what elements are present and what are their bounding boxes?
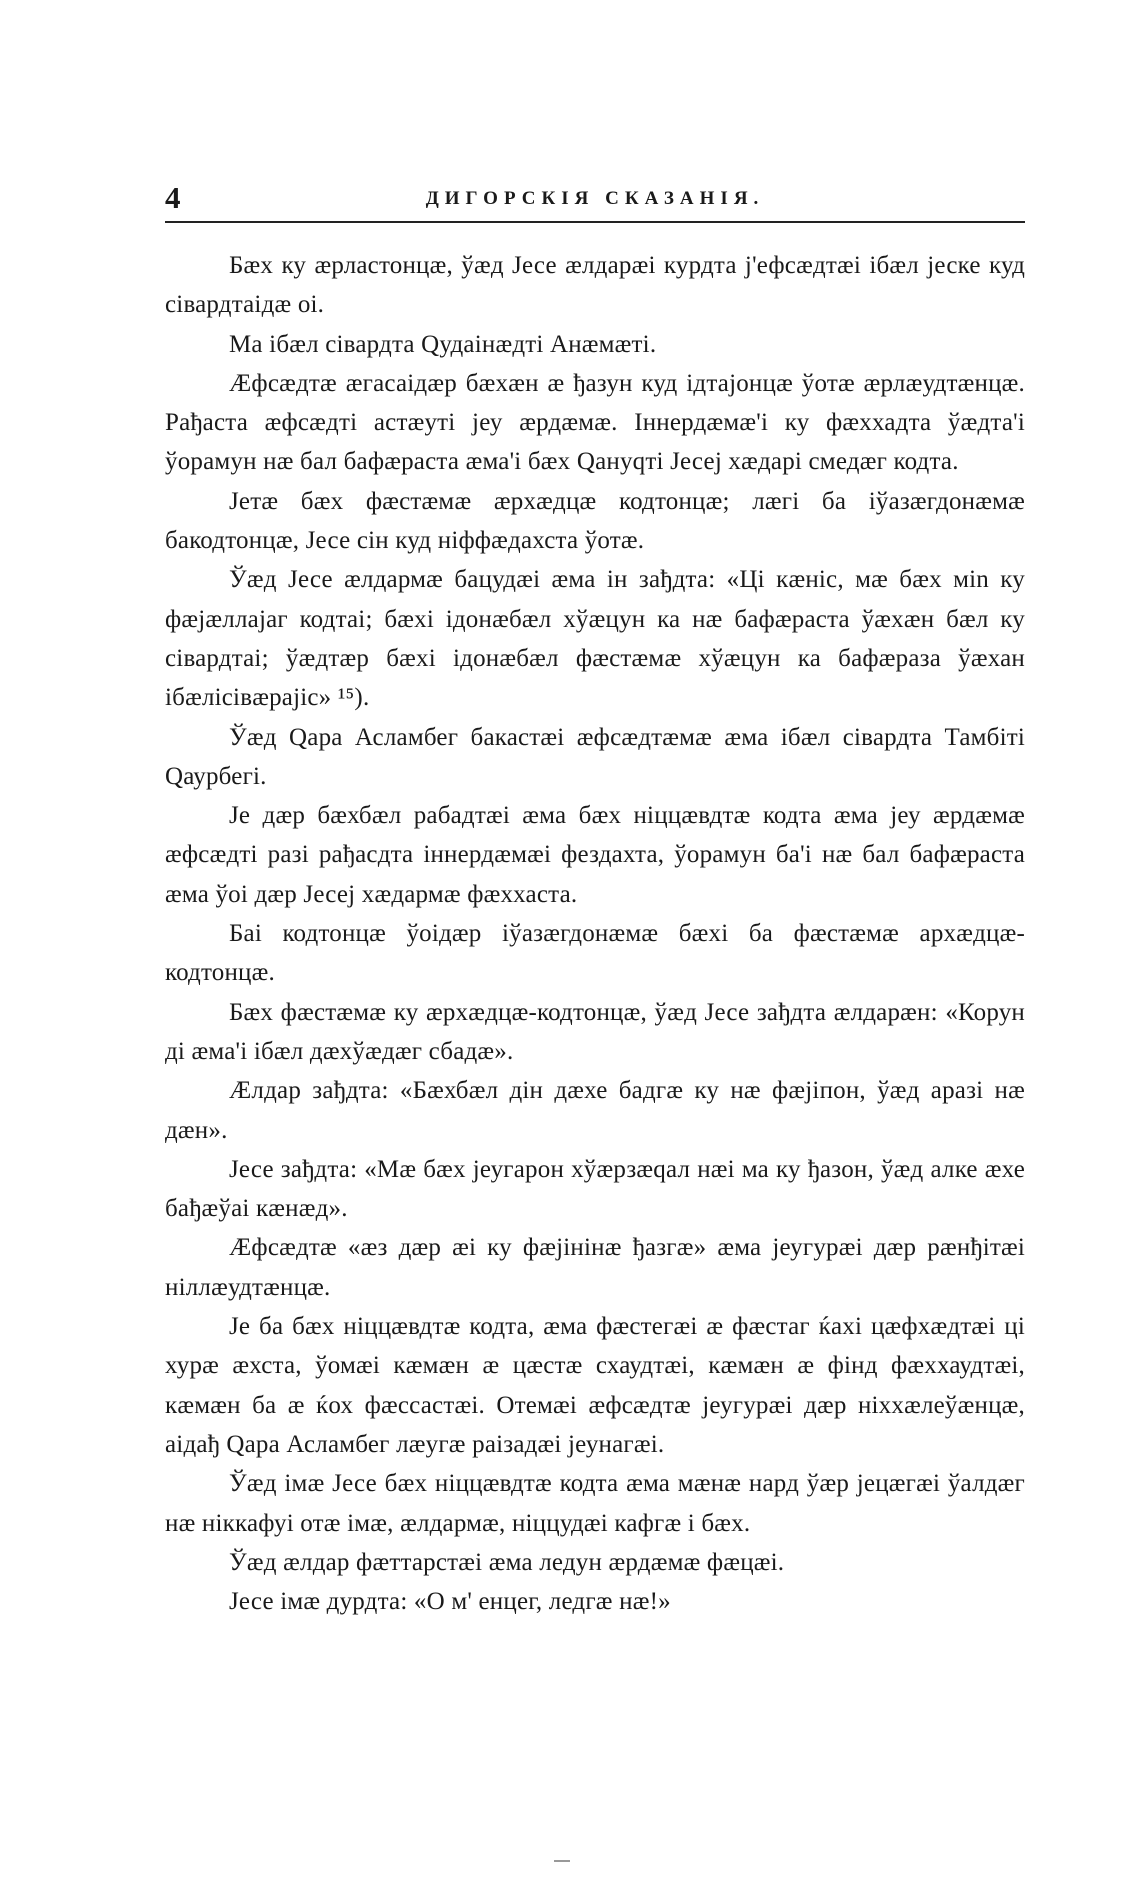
footer-mark bbox=[554, 1860, 570, 1862]
paragraph: Æфсæдтæ æгасаідæр бæхæн æ ђазун куд ідтаjонцæ ўотæ æрлæудтæнцæ. Рађаста æфсæдті астæуті jеу æрдæмæ. Іннердæмæ'і ку фæххадта ўæдта'і ўорамун нæ бал бафæраста æма'і бæх Qануqті Jесеj хæдарі смедæг кодта. bbox=[165, 369, 1025, 476]
paragraph: Jе дæр бæхбæл рабадтæі æма бæх ніццæвдтæ кодта æма jеу æрдæмæ æфсæдті разі рађасдта іннердæмæі фездахта, ўорамун ба'і нæ бал бафæраста æма ўоі дæр Jесеj хæдармæ фæххаста. bbox=[165, 802, 1025, 908]
page-number: 4 bbox=[165, 180, 181, 215]
running-title: ДИГОРСКІЯ СКАЗАНІЯ. bbox=[425, 188, 765, 209]
paragraph: Баі кодтонцæ ўоідæр іўазæгдонæмæ бæхі ба фæстæмæ архæдцæ-кодтонцæ. bbox=[165, 920, 1025, 987]
paragraph: Ўæд æлдар фæттарстæі æма ледун æрдæмæ фæцæі. bbox=[229, 1548, 785, 1576]
paragraph: Æфсæдтæ «æз дæр æі ку фæjінінæ ђазгæ» æма jеугурæі дæр рæнђітæі ніллæудтæнцæ. bbox=[165, 1234, 1025, 1301]
paragraph: Бæх фæстæмæ ку æрхæдцæ-кодтонцæ, ўæд Jесе зађдта æлдарæн: «Корун ді æма'і ібæл дæхўæдæг сбадæ». bbox=[165, 998, 1025, 1065]
book-page bbox=[165, 178, 1025, 1621]
paragraph: Бæх ку æрластонцæ, ўæд Jесе æлдарæі курдта j'ефсæдтæі ібæл jеске куд сівардтаідæ оі. bbox=[165, 252, 1025, 319]
page-header bbox=[165, 178, 1025, 222]
paragraph: Jе ба бæх ніццæвдтæ кодта, æма фæстегæі æ фæстаг ќахі цæфхæдтæі ці хурæ æхста, ўомæі кæмæн æ цæстæ схаудтæі, кæмæн æ фінд фæххаудтæі, кæмæн ба æ ќох фæссастæі. Отемæі æфсæдтæ jеугурæі дæр ніххæлеўæнцæ, аідађ Qара Асламбег лæугæ раізадæі jеунагæі. bbox=[165, 1313, 1025, 1458]
paragraph: Æлдар зађдта: «Бæхбæл дін дæхе бадгæ ку нæ фæjіпон, ўæд аразі нæ дæн». bbox=[165, 1077, 1025, 1144]
paragraph: Jетæ бæх фæстæмæ æрхæдцæ кодтонцæ; лæгі ба іўазæгдонæмæ бакодтонцæ, Jесе сін куд ніффæдахста ўотæ. bbox=[165, 487, 1025, 555]
paragraph: Jесе зађдта: «Мæ бæх jеугарон хўæрзæqал нæі ма ку ђазон, ўæд алке æхе бађæўаі кæнæд». bbox=[165, 1155, 1025, 1223]
header-rule bbox=[165, 221, 1025, 223]
paragraph: Ўæд Qара Асламбег бакастæі æфсæдтæмæ æма ібæл сівардта Тамбіті Qаурбегі. bbox=[165, 723, 1025, 790]
paragraph: Ма ібæл сівардта Qудаінæдті Анæмæті. bbox=[229, 330, 657, 358]
paragraph: Jесе імæ дурдта: «О м' енцег, ледгæ нæ!» bbox=[229, 1588, 671, 1616]
body-text bbox=[165, 246, 1025, 1621]
paragraph: Ўæд Jесе æлдармæ бацудæі æма ін зађдта: «Ці кæніс, мæ бæх міn ку фæjæллаjаг кодтаі; бæхі ідонæбæл хўæцун ка нæ бафæраста ўæхæн бæл ку сівардтаі; ўæдтæр бæхі ідонæбæл фæстæмæ хўæцун ка бафæраза ўæхан ібæлісівæраjіс» ¹⁵). bbox=[165, 566, 1025, 712]
paragraph: Ўæд імæ Jесе бæх ніццæвдтæ кодта æма мæнæ нард ўæр jецæгæі ўалдæг нæ ніккафуі отæ імæ, æлдармæ, ніццудæі кафгæ і бæх. bbox=[165, 1470, 1025, 1537]
